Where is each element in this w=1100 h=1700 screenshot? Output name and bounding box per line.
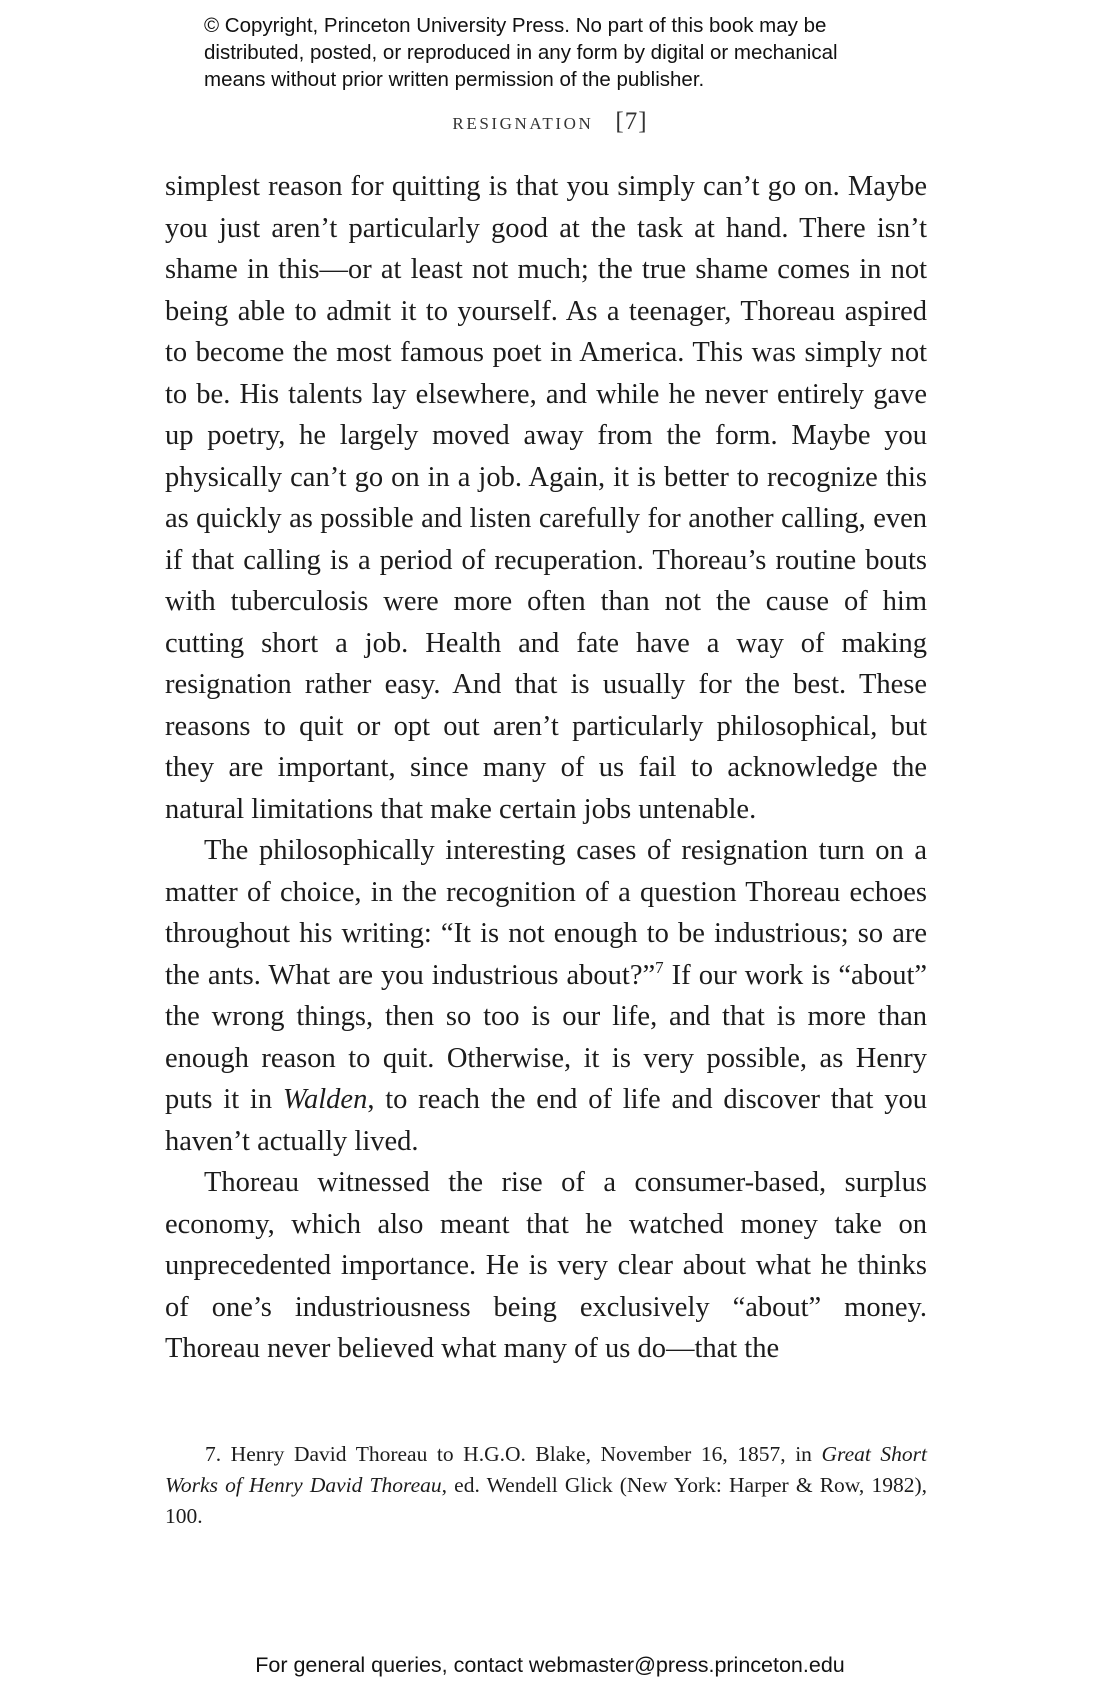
copyright-line-1: © Copyright, Princeton University Press. No part of this book may be bbox=[204, 14, 827, 37]
walden-title: Walden bbox=[282, 1084, 368, 1115]
page-number: [7] bbox=[615, 108, 648, 135]
paragraph-2 bbox=[165, 830, 927, 1162]
paragraph-2-text-c: , to reach the end of life and discover that you haven’t actually lived. bbox=[165, 1084, 928, 1157]
paragraph-2-text-a: The philosophically interesting cases of resignation turn on a matter of choice, in the recognition of a question Thoreau echoes throughout his writing: “It is not enough to be industrious; so are the ants. What are you industrious about?” bbox=[165, 835, 927, 991]
copyright-notice bbox=[204, 12, 924, 93]
footnote-reference-7: 7 bbox=[655, 957, 664, 977]
footnote-text-a: 7. Henry David Thoreau to H.G.O. Blake, November 16, 1857, in bbox=[205, 1442, 822, 1466]
copyright-line-2: distributed, posted, or reproduced in any form by digital or mechanical bbox=[204, 41, 838, 64]
chapter-title: RESIGNATION bbox=[452, 114, 594, 133]
footnote-7 bbox=[165, 1439, 927, 1532]
copyright-line-3: means without prior written permission of the publisher. bbox=[204, 68, 705, 91]
contact-footer: For general queries, contact webmaster@press.princeton.edu bbox=[255, 1653, 845, 1677]
footnote-book-title: Great Short Works of Henry David Thoreau bbox=[165, 1442, 927, 1497]
paragraph-2-text-b: If our work is “about” the wrong things, then so too is our life, and that is more than enough reason to quit. Otherwise, it is very possible, as Henry puts it in bbox=[165, 959, 928, 1115]
paragraph-3: Thoreau witnessed the rise of a consumer-based, surplus economy, which also meant that he watched money take on unprecedented importance. He is very clear about what he thinks of one’s industriousness being exclusively “about” money. Thoreau never believed what many of us do—that the bbox=[165, 1167, 927, 1364]
paragraph-1: simplest reason for quitting is that you simply can’t go on. Maybe you just aren’t particularly good at the task at hand. There isn’t shame in this—or at least not much; the true shame comes in not being able to admit it to yourself. As a teenager, Thoreau aspired to become the most famous poet in America. This was simply not to be. His talents lay elsewhere, and while he never entirely gave up poetry, he largely moved away from the form. Maybe you physically can’t go on in a job. Again, it is better to recognize this as quickly as possible and listen carefully for another calling, even if that calling is a period of recuperation. Thoreau’s routine bouts with tuberculosis were more often than not the cause of him cutting short a job. Health and fate have a way of making resignation rather easy. And that is usually for the best. These reasons to quit or opt out aren’t particularly philosophical, but they are important, since many of us fail to acknowledge the natural limitations that make certain jobs untenable. bbox=[165, 171, 927, 825]
running-head bbox=[0, 108, 1100, 136]
body-text bbox=[165, 166, 927, 1370]
footnote-text-b: , ed. Wendell Glick (New York: Harper & Row, 1982), 100. bbox=[165, 1473, 927, 1528]
